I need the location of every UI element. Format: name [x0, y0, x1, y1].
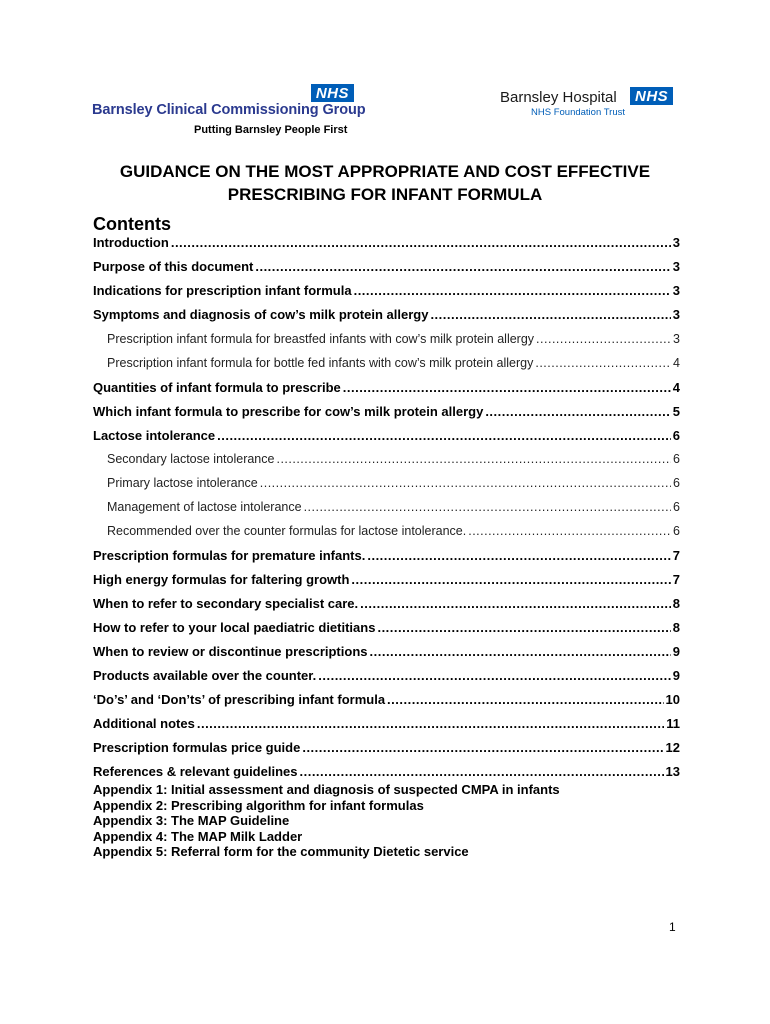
- nhs-logo-badge: NHS: [311, 84, 354, 102]
- toc-entry[interactable]: [93, 380, 680, 398]
- toc-entry[interactable]: [93, 235, 680, 253]
- toc-leader-dots: [430, 307, 670, 322]
- toc-entry-page: 3: [672, 235, 680, 250]
- toc-entry-title: Additional notes: [93, 716, 195, 731]
- toc-entry[interactable]: [93, 740, 680, 758]
- toc-leader-dots: [535, 356, 671, 370]
- toc-entry-title: When to refer to secondary specialist care.: [93, 596, 359, 611]
- toc-entry-page: 3: [673, 332, 680, 346]
- toc-entry-page: 6: [673, 452, 680, 466]
- toc-leader-dots: [387, 692, 663, 707]
- toc-entry-title: Prescription infant formula for breastfed infants with cow’s milk protein allergy: [107, 332, 535, 346]
- toc-entry-title: Products available over the counter.: [93, 668, 317, 683]
- toc-entry-title: Management of lactose intolerance: [107, 500, 302, 514]
- toc-leader-dots: [360, 596, 671, 611]
- toc-entry-title: Recommended over the counter formulas for lactose intolerance.: [107, 524, 467, 538]
- toc-entry[interactable]: [93, 572, 680, 590]
- page-number: 1: [669, 920, 676, 934]
- toc-leader-dots: [485, 404, 670, 419]
- toc-leader-dots: [260, 476, 671, 490]
- hospital-name: Barnsley Hospital: [500, 89, 617, 106]
- toc-entry[interactable]: [93, 716, 680, 734]
- toc-entry[interactable]: [93, 404, 680, 422]
- ccg-logo: [92, 84, 366, 140]
- appendix-item: Appendix 2: Prescribing algorithm for infant formulas: [93, 797, 424, 813]
- toc-leader-dots: [377, 620, 670, 635]
- toc-entry-page: 6: [673, 476, 680, 490]
- appendix-item: Appendix 4: The MAP Milk Ladder: [93, 828, 303, 844]
- toc-entry-page: 9: [672, 644, 680, 659]
- toc-entry[interactable]: [107, 452, 680, 470]
- toc-entry[interactable]: [107, 500, 680, 518]
- toc-entry-page: 9: [672, 668, 680, 683]
- toc-entry-page: 6: [673, 500, 680, 514]
- toc-entry[interactable]: [107, 356, 680, 374]
- toc-leader-dots: [255, 259, 670, 274]
- toc-entry[interactable]: [93, 596, 680, 614]
- toc-entry-page: 8: [672, 596, 680, 611]
- toc-entry-page: 12: [665, 740, 680, 755]
- toc-entry-title: Quantities of infant formula to prescribe: [93, 380, 341, 395]
- appendix-item: Appendix 3: The MAP Guideline: [93, 813, 290, 828]
- toc-leader-dots: [299, 764, 663, 779]
- toc-entry[interactable]: [93, 692, 680, 710]
- toc-entry-page: 7: [672, 548, 680, 563]
- toc-entry-title: High energy formulas for faltering growth: [93, 572, 350, 587]
- toc-entry[interactable]: [93, 428, 680, 446]
- toc-leader-dots: [197, 716, 664, 731]
- appendix-item: Appendix 5: Referral form for the community Dietetic service: [93, 844, 469, 859]
- toc-entry[interactable]: [107, 476, 680, 494]
- toc-entry[interactable]: [93, 307, 680, 325]
- toc-entry[interactable]: [107, 332, 680, 350]
- toc-leader-dots: [304, 500, 671, 514]
- toc-entry-title: Purpose of this document: [93, 259, 254, 274]
- toc-entry-title: Prescription formulas price guide: [93, 740, 301, 755]
- toc-leader-dots: [367, 548, 670, 563]
- toc-entry[interactable]: [93, 668, 680, 686]
- toc-entry-title: Primary lactose intolerance: [107, 476, 258, 490]
- toc-entry-title: When to review or discontinue prescriptions: [93, 644, 368, 659]
- toc-entry[interactable]: [107, 524, 680, 542]
- toc-entry-title: Prescription formulas for premature infants.: [93, 548, 366, 563]
- ccg-org-name: Barnsley Clinical Commissioning Group: [92, 102, 366, 118]
- toc-entry-title: Secondary lactose intolerance: [107, 452, 275, 466]
- toc-leader-dots: [217, 428, 671, 443]
- toc-entry-title: Prescription infant formula for bottle fed infants with cow’s milk protein allergy: [107, 356, 534, 370]
- toc-entry[interactable]: [93, 644, 680, 662]
- document-title: [60, 160, 710, 206]
- toc-leader-dots: [468, 524, 671, 538]
- toc-leader-dots: [276, 452, 671, 466]
- toc-entry-page: 13: [665, 764, 680, 779]
- toc-entry-page: 6: [673, 524, 680, 538]
- toc-leader-dots: [351, 572, 670, 587]
- toc-entry-page: 10: [665, 692, 680, 707]
- toc-entry-title: How to refer to your local paediatric dietitians: [93, 620, 376, 635]
- toc-entry[interactable]: [93, 283, 680, 301]
- toc-entry[interactable]: [93, 620, 680, 638]
- toc-entry-title: References & relevant guidelines: [93, 764, 298, 779]
- trust-name: NHS Foundation Trust: [531, 107, 625, 118]
- toc-entry-page: 3: [672, 259, 680, 274]
- toc-entry-page: 3: [672, 307, 680, 322]
- toc-leader-dots: [536, 332, 671, 346]
- toc-entry-title: Indications for prescription infant formula: [93, 283, 352, 298]
- toc-entry-title: ‘Do’s’ and ‘Don’ts’ of prescribing infant formula: [93, 692, 386, 707]
- contents-heading: Contents: [93, 214, 171, 234]
- toc-leader-dots: [171, 235, 671, 250]
- toc-entry-title: Symptoms and diagnosis of cow’s milk protein allergy: [93, 307, 429, 322]
- toc-leader-dots: [370, 644, 671, 659]
- toc-leader-dots: [354, 283, 671, 298]
- toc-entry-page: 11: [666, 716, 680, 731]
- toc-entry-page: 6: [672, 428, 680, 443]
- toc-entry-page: 5: [672, 404, 680, 419]
- appendix-list: [93, 782, 560, 860]
- toc-entry[interactable]: [93, 259, 680, 277]
- toc-leader-dots: [318, 668, 671, 683]
- toc-entry-title: Lactose intolerance: [93, 428, 216, 443]
- ccg-tagline: Putting Barnsley People First: [194, 124, 348, 136]
- toc-entry-page: 4: [672, 380, 680, 395]
- toc-entry[interactable]: [93, 548, 680, 566]
- toc-entry[interactable]: [93, 764, 680, 782]
- appendix-item: Appendix 1: Initial assessment and diagnosis of suspected CMPA in infants: [93, 782, 560, 797]
- document-title-line-1: GUIDANCE ON THE MOST APPROPRIATE AND COST EFFECTIVE: [119, 162, 651, 181]
- toc-entry-page: 3: [672, 283, 680, 298]
- toc-entry-page: 8: [672, 620, 680, 635]
- nhs-logo-badge-right: NHS: [630, 87, 673, 105]
- toc-leader-dots: [302, 740, 663, 755]
- hospital-logo: [500, 86, 680, 120]
- toc-leader-dots: [343, 380, 671, 395]
- toc-entry-title: Introduction: [93, 235, 169, 250]
- toc-entry-page: 4: [673, 356, 680, 370]
- document-title-line-2: PRESCRIBING FOR INFANT FORMULA: [227, 185, 543, 204]
- toc-entry-page: 7: [672, 572, 680, 587]
- toc-entry-title: Which infant formula to prescribe for cow’s milk protein allergy: [93, 404, 484, 419]
